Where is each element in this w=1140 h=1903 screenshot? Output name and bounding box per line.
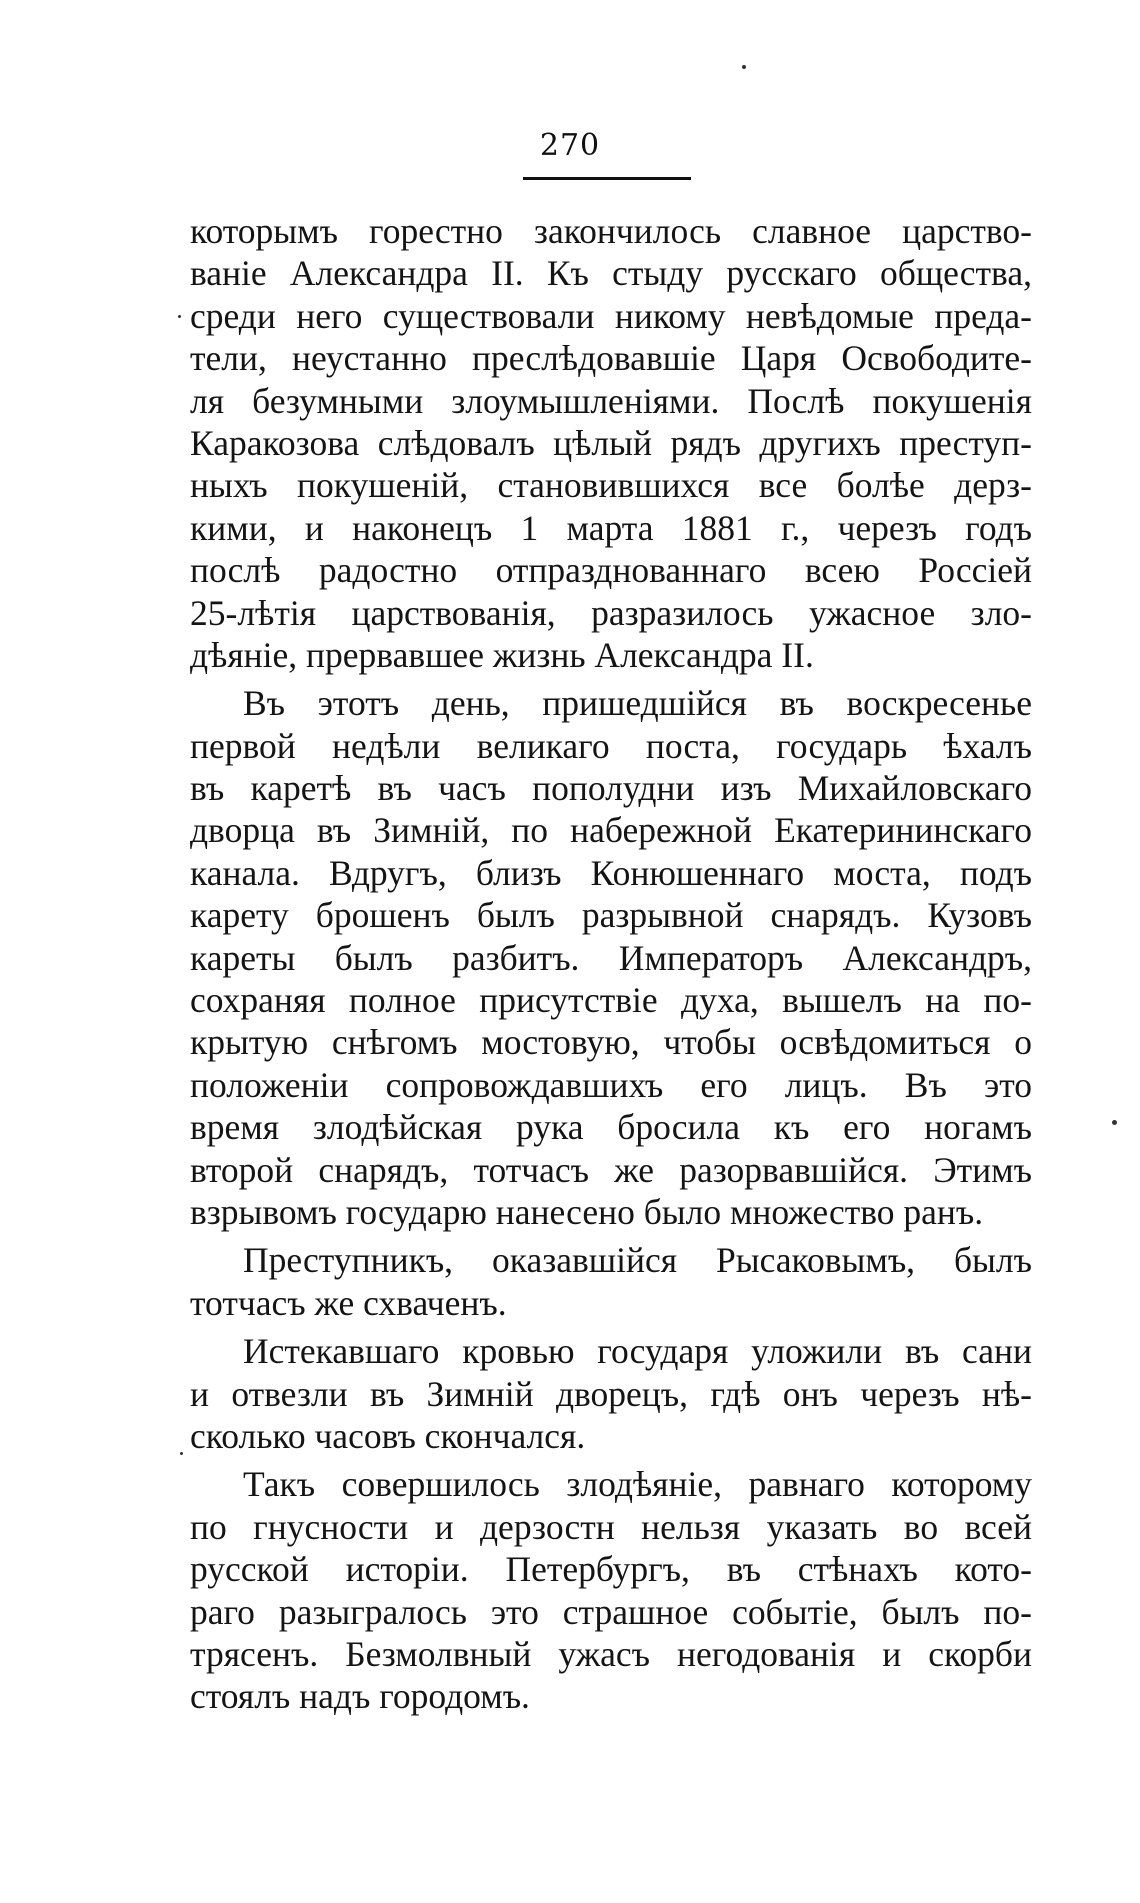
text-line: среди него существовали никому невѣдомые преда- [190,295,1032,336]
text-line: стоялъ надъ городомъ. [190,1676,530,1717]
text-line: Преступникъ, оказавшійся Рысаковымъ, былъ [243,1240,1032,1281]
text-line: карету брошенъ былъ разрывной снарядъ. Кузовъ [190,895,1032,936]
text-line: послѣ радостно отпразднованнаго всею Россіей [190,550,1032,591]
text-line: раго разыгралось это страшное событіе, былъ по- [190,1591,1032,1632]
body-text [190,210,1032,1718]
text-line: время злодѣйская рука бросила къ его ногамъ [190,1107,1032,1148]
text-line: по гнусности и дерзостн нельзя указать во всей [190,1506,1032,1547]
text-line: трясенъ. Безмолвный ужасъ негодованія и скорби [190,1633,1032,1674]
text-line: ныхъ покушеній, становившихся все болѣе дерз- [190,465,1032,506]
text-line: второй снарядъ, тотчасъ же разорвавшійся. Этимъ [190,1149,1032,1190]
text-line: и отвезли въ Зимній дворецъ, гдѣ онъ черезъ нѣ- [190,1373,1032,1414]
text-line: въ каретѣ въ часъ пополудни изъ Михайловскаго [190,768,1032,809]
text-line: русской исторіи. Петербургъ, въ стѣнахъ кото- [190,1549,1032,1590]
text-line: сохраняя полное присутствіе духа, вышелъ на по- [190,980,1032,1021]
text-line: Каракозова слѣдовалъ цѣлый рядъ другихъ преступ- [190,422,1032,463]
text-line: кареты былъ разбитъ. Императоръ Александръ, [190,937,1032,978]
text-line: которымъ горестно закончилось славное царство- [190,211,1032,251]
print-speck [178,315,181,318]
text-line: дѣяніе, прервавшее жизнь Александра II. [190,634,814,675]
text-line: тели, неустанно преслѣдовавшіе Царя Освободите- [190,338,1032,379]
text-line: сколько часовъ скончался. [190,1415,586,1456]
text-line: кими, и наконецъ 1 марта 1881 г., черезъ годъ [190,507,1032,548]
text-line: дворца въ Зимній, по набережной Екатерининскаго [190,810,1032,851]
print-speck [180,1452,183,1455]
text-line: взрывомъ государю нанесено было множество ранъ. [190,1191,984,1232]
text-line: первой недѣли великаго поста, государь ѣхалъ [190,725,1032,766]
text-line: 25-лѣтія царствованія, разразилось ужасное зло- [190,592,1032,633]
print-speck [742,65,746,69]
text-line: тотчасъ же схваченъ. [190,1282,507,1323]
text-line: канала. Вдругъ, близъ Конюшеннаго моста, подъ [190,852,1032,893]
text-line: ля безумными злоумышленіями. Послѣ покушенія [190,380,1032,421]
text-line: крытую снѣгомъ мостовую, чтобы освѣдомиться о [190,1022,1032,1063]
text-line: положеніи сопровождавшихъ его лицъ. Въ это [190,1064,1032,1105]
text-line: Въ этотъ день, пришедшійся въ воскресенье [243,683,1032,724]
text-line: Такъ совершилось злодѣяніе, равнаго которому [243,1464,1032,1505]
text-line: ваніе Александра II. Къ стыду русскаго общества, [190,253,1032,294]
text-line: Истекавшаго кровью государя уложили въ сани [243,1331,1032,1372]
page-number-rule [523,177,691,180]
page-number: 270 [539,128,601,163]
print-speck [1112,1120,1117,1125]
